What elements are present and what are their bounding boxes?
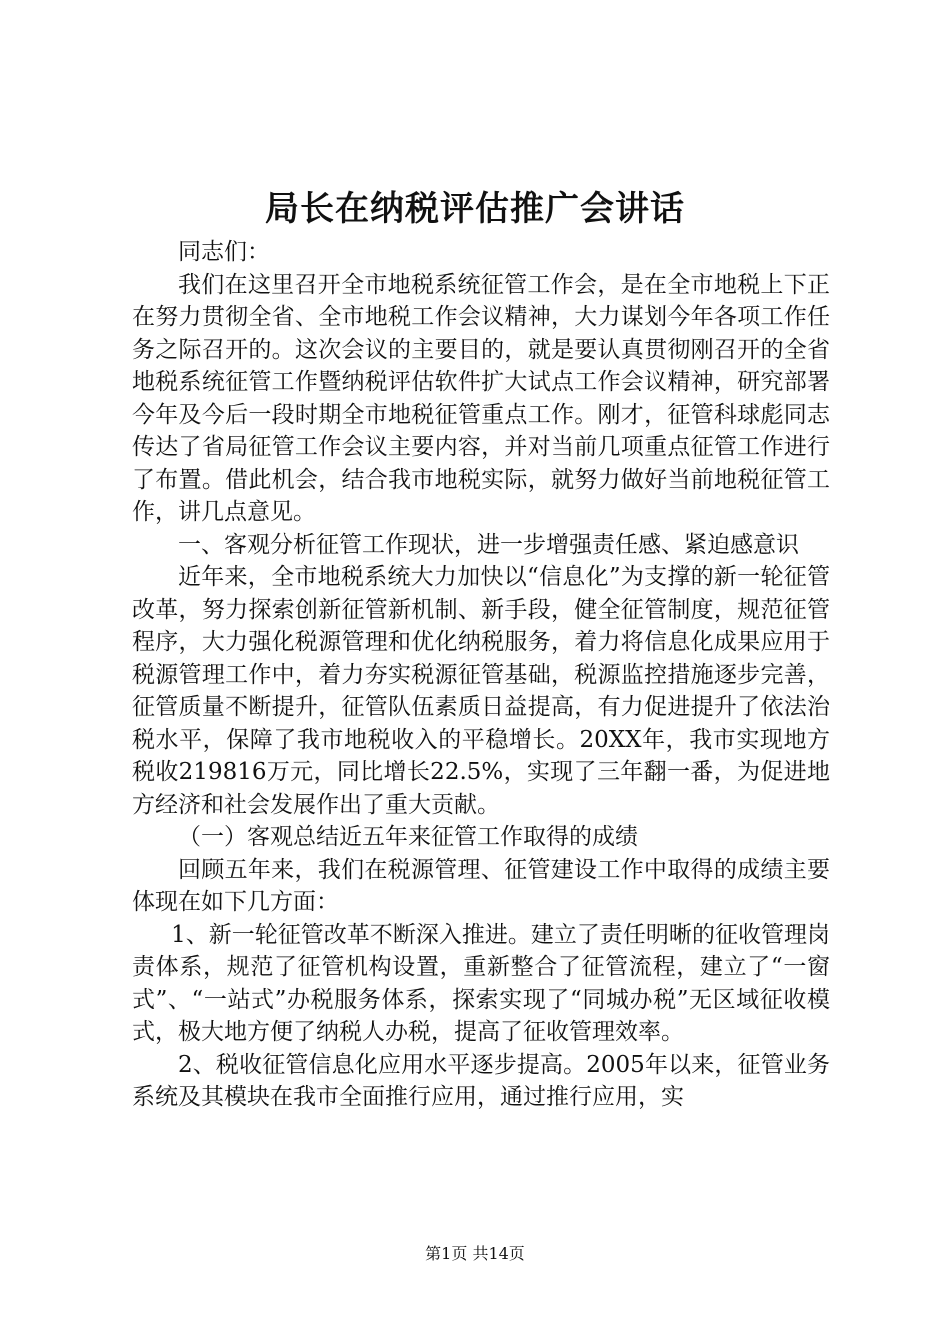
salutation-paragraph: 同志们： bbox=[178, 239, 270, 265]
body-paragraph: 我们在这里召开全市地税系统征管工作会，是在全市地税上下正在努力贯彻全省、全市地税工作会议精神，大力谋划今年各项工作任务之际召开的。这次会议的主要目的，就是要认真贯彻刚召开的全省地税系统征管工作暨纳税评估软件扩大试点工作会议精神，研究部署今年及今后一段时期全市地税征管重点工作。刚才，征管科球彪同志传达了省局征管工作会议主要内容，并对当前几项重点征管工作进行了布置。借此机会，结合我市地税实际，就努力做好当前地税征管工作，讲几点意见。 bbox=[132, 271, 830, 525]
document-title: 局长在纳税评估推广会讲话 bbox=[265, 189, 685, 229]
subsection-heading: （一）客观总结近五年来征管工作取得的成绩 bbox=[178, 824, 638, 850]
numbered-paragraph: 1、新一轮征管改革不断深入推进。建立了责任明晰的征收管理岗责体系，规范了征管机构设置，重新整合了征管流程，建立了“一窗式”、“一站式”办税服务体系，探索实现了“同城办税”无区域征收模式，极大地方便了纳税人办税，提高了征收管理效率。 bbox=[132, 921, 830, 1045]
section-heading: 一、客观分析征管工作现状，进一步增强责任感、紧迫感意识 bbox=[178, 531, 799, 558]
body-paragraph: 回顾五年来，我们在税源管理、征管建设工作中取得的成绩主要体现在如下几方面： bbox=[132, 856, 830, 915]
numbered-paragraph: 2、税收征管信息化应用水平逐步提高。2005年以来，征管业务系统及其模块在我市全面推行应用，通过推行应用，实 bbox=[132, 1051, 830, 1110]
page-footer: 第1页 共14页 bbox=[425, 1244, 525, 1263]
body-paragraph: 近年来，全市地税系统大力加快以“信息化”为支撑的新一轮征管改革，努力探索创新征管新机制、新手段，健全征管制度，规范征管程序，大力强化税源管理和优化纳税服务，着力将信息化成果应用于税源管理工作中，着力夯实税源征管基础，税源监控措施逐步完善，征管质量不断提升，征管队伍素质日益提高，有力促进提升了依法治税水平，保障了我市地税收入的平稳增长。20XX年，我市实现地方税收219816万元，同比增长22.5%，实现了三年翻一番，为促进地方经济和社会发展作出了重大贡献。 bbox=[132, 564, 830, 818]
document-body bbox=[132, 236, 830, 1114]
